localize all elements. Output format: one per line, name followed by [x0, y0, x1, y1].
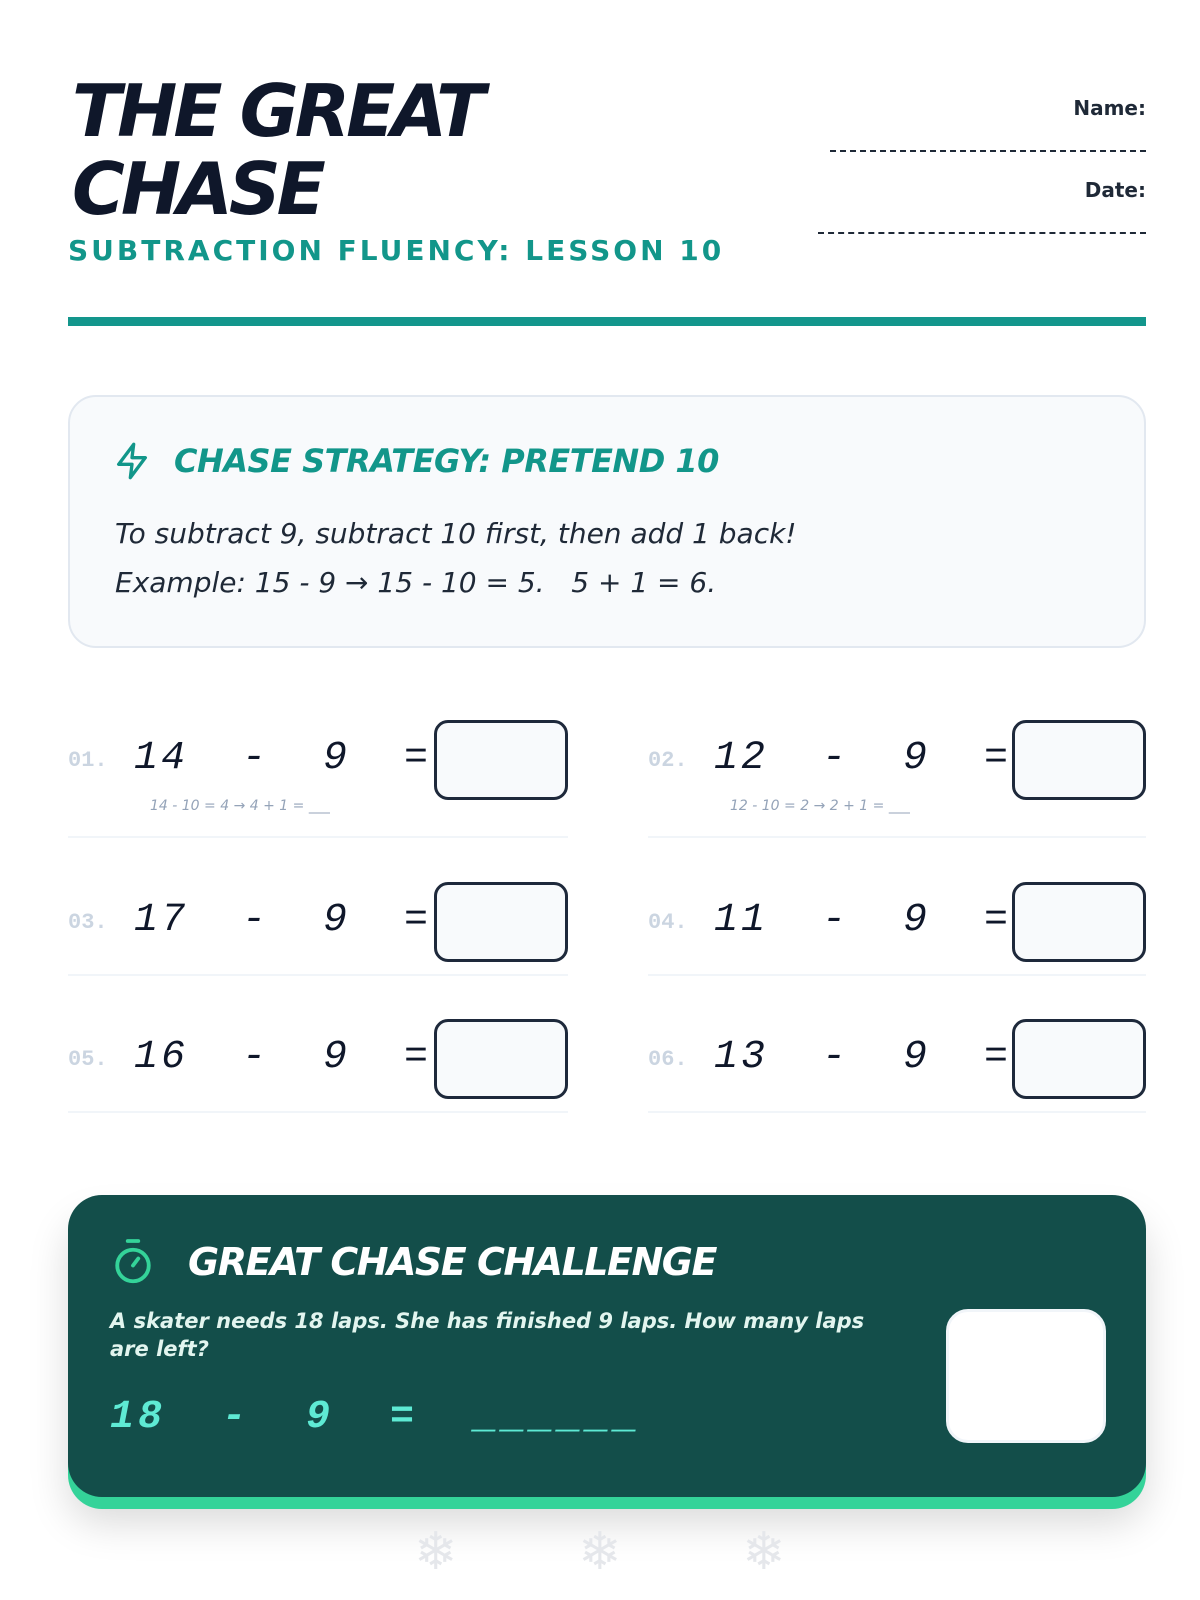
date-label: Date:	[1084, 178, 1146, 202]
problem-number: 06.	[648, 1047, 688, 1072]
strategy-title: CHASE STRATEGY: PRETEND 10	[174, 442, 719, 480]
problem-equation: 17 - 9 =	[134, 898, 432, 943]
challenge-equation: 18 - 9 = ______	[110, 1395, 643, 1440]
challenge-text: A skater needs 18 laps. She has finished 9 laps. How many laps are left?	[110, 1309, 865, 1361]
answer-box[interactable]	[434, 882, 568, 962]
problem-equation: 11 - 9 =	[714, 898, 1012, 943]
challenge-answer-box[interactable]	[946, 1309, 1106, 1443]
problem-hint: 12 - 10 = 2 → 2 + 1 = ___	[730, 798, 910, 814]
problem-number: 02.	[648, 748, 688, 773]
problem-item	[648, 1005, 1146, 1113]
problem-item	[648, 706, 1146, 838]
lightning-bolt-icon	[112, 441, 152, 481]
worksheet-subtitle: SUBTRACTION FLUENCY: LESSON 10	[68, 234, 725, 267]
problem-equation: 13 - 9 =	[714, 1035, 1012, 1080]
strategy-line: To subtract 9, subtract 10 first, then add 1 back!	[115, 517, 797, 550]
problem-number: 01.	[68, 748, 108, 773]
name-field[interactable]	[830, 134, 1146, 152]
name-label: Name:	[1073, 96, 1146, 120]
header-divider	[68, 317, 1146, 326]
problem-number: 05.	[68, 1047, 108, 1072]
worksheet-title: THE GREAT CHASE	[72, 69, 482, 231]
answer-box[interactable]	[1012, 1019, 1146, 1099]
strategy-text	[115, 509, 797, 607]
strategy-card	[68, 395, 1146, 648]
problem-item	[68, 706, 568, 838]
answer-box[interactable]	[434, 720, 568, 800]
problem-number: 04.	[648, 910, 688, 935]
problem-equation: 14 - 9 =	[134, 736, 432, 781]
problem-equation: 12 - 9 =	[714, 736, 1012, 781]
problem-number: 03.	[68, 910, 108, 935]
challenge-card	[68, 1195, 1146, 1497]
stopwatch-icon	[112, 1237, 154, 1287]
snowflake-decoration: ❄ ❄ ❄	[414, 1522, 838, 1582]
strategy-header	[112, 441, 719, 481]
problem-equation: 16 - 9 =	[134, 1035, 432, 1080]
strategy-example: Example: 15 - 9 → 15 - 10 = 5. 5 + 1 = 6.	[115, 566, 717, 599]
name-date-block	[816, 96, 1146, 260]
problem-item	[68, 868, 568, 976]
problem-item	[648, 868, 1146, 976]
challenge-title: GREAT CHASE CHALLENGE	[188, 1240, 716, 1284]
problem-item	[68, 1005, 568, 1113]
challenge-header	[112, 1237, 716, 1287]
date-field[interactable]	[818, 216, 1146, 234]
answer-box[interactable]	[1012, 720, 1146, 800]
answer-box[interactable]	[1012, 882, 1146, 962]
answer-box[interactable]	[434, 1019, 568, 1099]
problem-hint: 14 - 10 = 4 → 4 + 1 = ___	[150, 798, 330, 814]
